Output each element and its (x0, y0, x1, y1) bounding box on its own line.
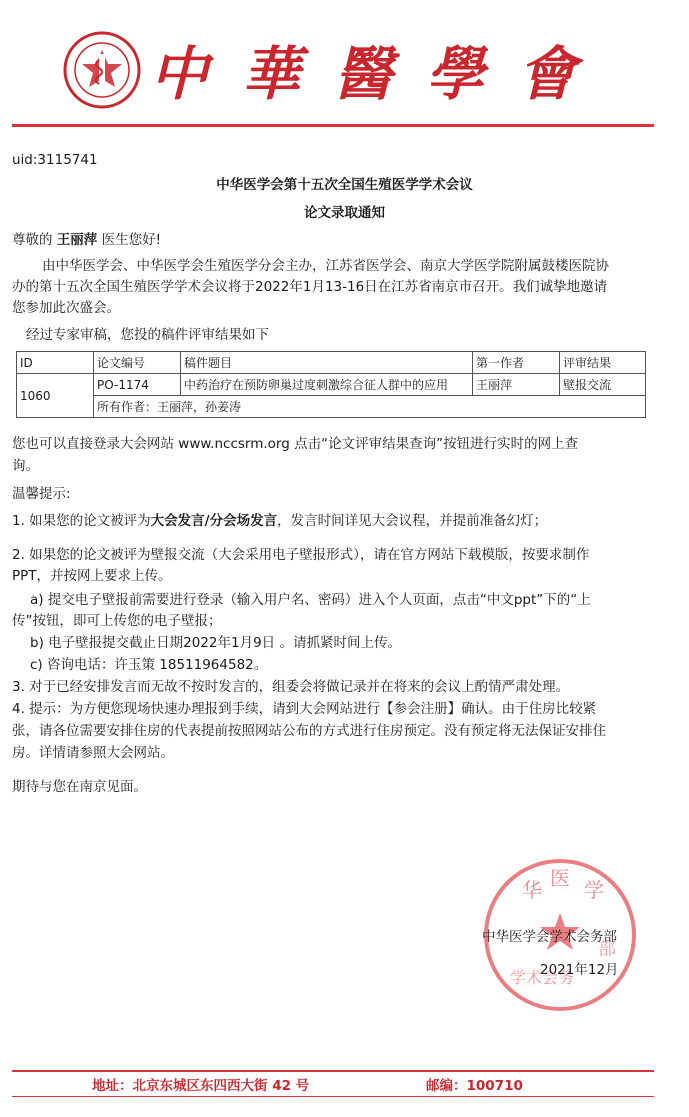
footer-address: 地址：北京东城区东四西大街 42 号 (92, 1078, 310, 1094)
svg-text:学: 学 (584, 878, 604, 902)
tip-2-line-1: 2. 如果您的论文被评为壁报交流（大会采用电子壁报形式），请在官方网站下载模版，按要求制作 (12, 547, 590, 563)
paper-number-cell: PO-1174 (94, 374, 181, 396)
table-header-cell: 评审结果 (560, 352, 646, 374)
tip-2-line-2: PPT，并按网上要求上传。 (12, 568, 172, 584)
tip-3: 3. 对于已经安排发言而无故不按时发言的，组委会将做记录并在将来的会议上酌情严肃处理。 (12, 679, 570, 695)
table-row (17, 374, 646, 396)
table-header-cell: 论文编号 (94, 352, 181, 374)
tip-1-bold: 大会发言/分会场发言 (150, 513, 278, 529)
tip-2b: b) 电子壁报提交截止日期2022年1月9日 。请抓紧时间上传。 (30, 635, 401, 651)
intro-line-3: 您参加此次盛会。 (12, 300, 120, 316)
review-intro: 经过专家审稿，您投的稿件评审结果如下 (26, 327, 269, 343)
document-subtitle: 论文录取通知 (304, 205, 385, 221)
recipient-name: 王丽萍 (56, 232, 98, 248)
tips-heading: 温馨提示: (12, 486, 71, 502)
closing-line: 期待与您在南京见面。 (12, 779, 147, 795)
tip-2a-line-1: a) 提交电子壁报前需要进行登录（输入用户名、密码）进入个人页面，点击“中文ppt”下的“上 (30, 592, 591, 608)
uid-label: uid:3115741 (12, 152, 98, 168)
table-row (17, 396, 646, 418)
review-result-table (16, 351, 646, 418)
website-line-2: 询。 (12, 458, 39, 474)
greeting-suffix: 医生您好! (97, 232, 161, 248)
footer-postcode: 邮编：100710 (426, 1078, 523, 1094)
table-header-cell: ID (17, 352, 94, 374)
tip-2c: c) 咨询电话：许玉策 18511964582。 (30, 657, 268, 673)
greeting (12, 230, 161, 250)
footer-divider (12, 1070, 654, 1072)
intro-line-1: 由中华医学会、中华医学会生殖医学分会主办，江苏省医学会、南京大学医学院附属鼓楼医院协 (42, 258, 609, 274)
tip-1 (12, 511, 547, 531)
tip-2a-line-2: 传”按钮，即可上传您的电子壁报； (12, 613, 222, 629)
review-result-cell: 壁报交流 (560, 374, 646, 396)
intro-line-2: 办的第十五次全国生殖医学学术会议将于2022年1月13-16日在江苏省南京市召开。我们诚挚地邀请 (12, 279, 608, 295)
svg-text:华: 华 (522, 878, 542, 902)
tip-4-line-3: 房。详情请参照大会网站。 (12, 745, 174, 761)
website-line-1: 您也可以直接登录大会网站 www.nccsrm.org 点击“论文评审结果查询”按钮进行实时的网上查 (12, 436, 579, 452)
signature-organization: 中华医学会学术会务部 (482, 929, 617, 945)
footer-bottom-divider (12, 1096, 654, 1097)
tip-1-suffix: ，发言时间详见大会议程，并提前准备幻灯； (277, 513, 548, 529)
table-header-row (17, 352, 646, 374)
tip-4-line-1: 4. 提示：为方便您现场快速办理报到手续，请到大会网站进行【参会注册】确认。由于住房比较紧 (12, 701, 597, 717)
tip-4-line-2: 张，请各位需要安排住房的代表提前按照网站公布的方式进行住房预定。没有预定将无法保证安排住 (12, 723, 606, 739)
svg-text:部: 部 (598, 939, 616, 960)
brand-title: 中華醫學會 (150, 40, 611, 108)
first-author-cell: 王丽萍 (473, 374, 560, 396)
paper-title-cell: 中药治疗在预防卵巢过度刺激综合征人群中的应用 (181, 374, 473, 396)
table-header-cell: 第一作者 (473, 352, 560, 374)
greeting-prefix: 尊敬的 (12, 232, 57, 248)
association-logo (62, 30, 142, 110)
tip-1-prefix: 1. 如果您的论文被评为 (12, 513, 151, 529)
svg-text:医: 医 (550, 866, 570, 890)
header-divider (12, 124, 654, 127)
svg-text:学术会务: 学术会务 (510, 968, 575, 987)
document-title: 中华医学会第十五次全国生殖医学学术会议 (216, 177, 473, 193)
paper-id-cell: 1060 (17, 374, 94, 418)
signature-date: 2021年12月 (540, 962, 619, 978)
all-authors-cell: 所有作者：王丽萍，孙姜涛 (94, 396, 646, 418)
table-header-cell: 稿件题目 (181, 352, 473, 374)
